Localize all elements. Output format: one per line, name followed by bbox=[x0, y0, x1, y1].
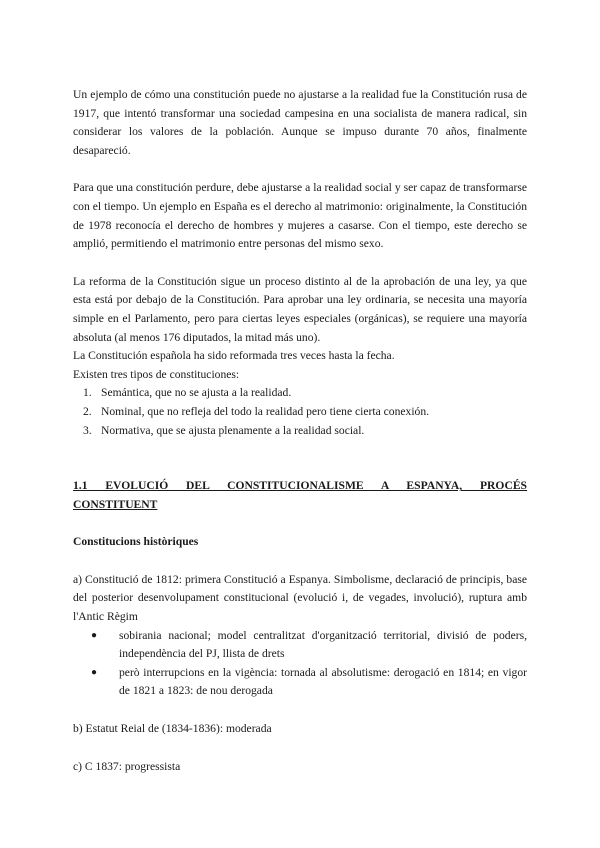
constitution-types-list bbox=[73, 384, 527, 440]
paragraph-russian-constitution: Un ejemplo de cómo una constitución puede no ajustarse a la realidad fue la Constitución rusa de 1917, que intentó transformar una sociedad campesina en una socialista de manera radical, sin considerar los valores de la población. Aunque se impuso durante 70 años, finalmente desapareció. bbox=[73, 88, 527, 157]
paragraph-constitution-1837: c) C 1837: progressista bbox=[73, 759, 181, 773]
constitution-1812-bullets bbox=[73, 627, 527, 701]
list-item: ● però interrupcions en la vigència: tornada al absolutisme: derogació en 1814; en vigor de 1821 a 1823: de nou derogada bbox=[91, 665, 527, 698]
paragraph-constitution-reform: La reforma de la Constitución sigue un proceso distinto al de la aprobación de una ley, ya que esta está por debajo de la Constitución. Para aprobar una ley ordinaria, se necesita una mayoría simple en el Parlamento, pero para ciertas leyes especiales (orgánicas), se requiere una mayoría absoluta (al menos 176 diputados, la mitad más uno). bbox=[73, 274, 527, 344]
list-item: 3. Normativa, que se ajusta plenamente a la realidad social. bbox=[83, 423, 365, 437]
paragraph-constitution-1812: a) Constitució de 1812: primera Constitució a Espanya. Simbolisme, declaració de principis, base del posterior desenvolupament constitucional (evolució i, de vegades, involució), ruptura amb l'Antic Règim bbox=[73, 572, 527, 624]
paragraph-estatut-reial: b) Estatut Reial de (1834-1836): moderada bbox=[73, 722, 272, 736]
list-item: ● sobirania nacional; model centralitzat d'organització territorial, divisió de poders, independència del PJ, llista de drets bbox=[91, 628, 527, 661]
bullet-icon: ● bbox=[91, 629, 98, 641]
list-item: 1. Semántica, que no se ajusta a la realidad. bbox=[83, 386, 292, 400]
document-body bbox=[73, 86, 527, 776]
subheading-historical-constitutions: Constitucions històriques bbox=[73, 535, 199, 549]
paragraph-constitution-endurance: Para que una constitución perdure, debe ajustarse a la realidad social y ser capaz de transformarse con el tiempo. Un ejemplo en España es el derecho al matrimonio: originalmente, la Constitución de 1978 reconocía el derecho de hombres y mujeres a casarse. Con el tiempo, este derecho se amplió, permitiendo el matrimonio entre personas del mismo sexo. bbox=[73, 181, 527, 251]
paragraph-types-intro: Existen tres tipos de constituciones: bbox=[73, 367, 240, 381]
section-heading: 1.1 EVOLUCIÓ DEL CONSTITUCIONALISME A ESPANYA, PROCÉS CONSTITUENT bbox=[73, 479, 527, 511]
paragraph-reform-count: La Constitución española ha sido reformada tres veces hasta la fecha. bbox=[73, 349, 395, 363]
list-item: 2. Nominal, que no refleja del todo la realidad pero tiene cierta conexión. bbox=[83, 404, 430, 418]
bullet-icon: ● bbox=[91, 666, 98, 678]
